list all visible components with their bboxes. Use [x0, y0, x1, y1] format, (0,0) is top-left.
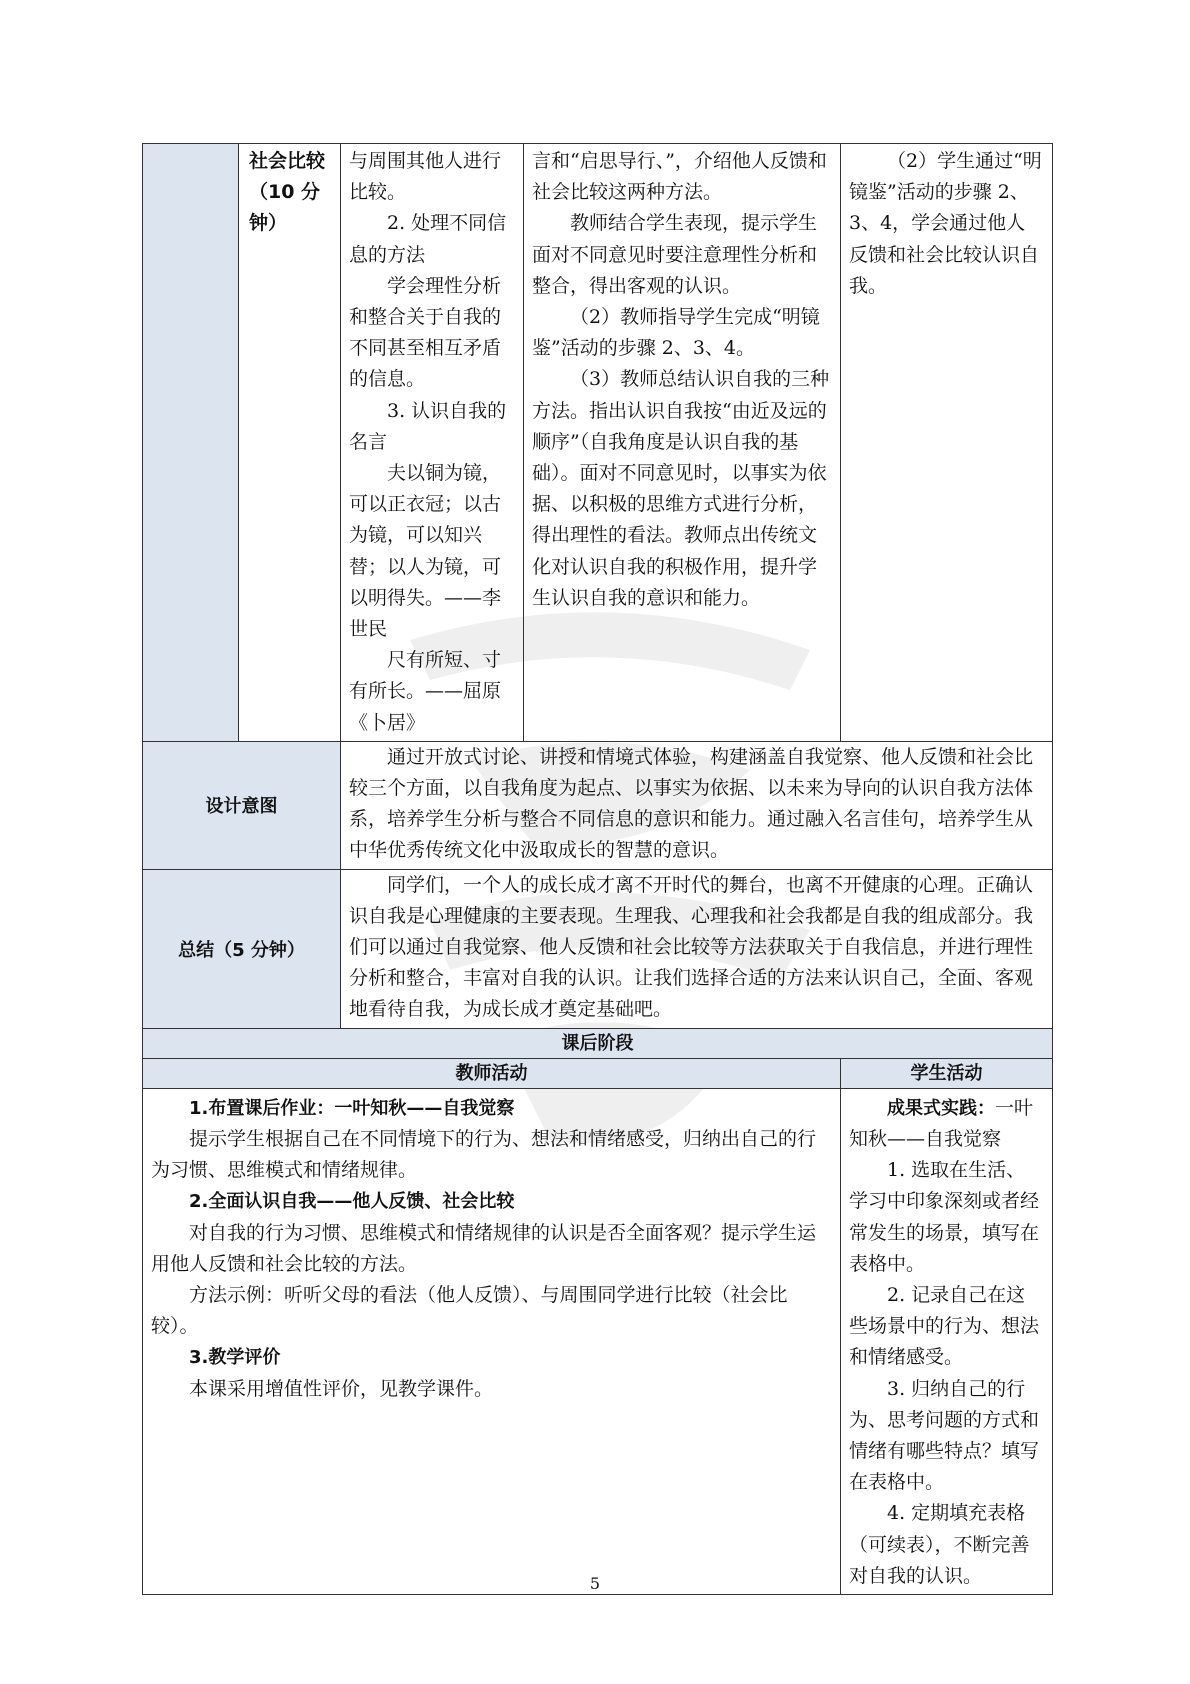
after-teacher-cell: [143, 1088, 841, 1594]
practice-item: 2. 记录自己在这些场景中的行为、想法和情绪感受。: [849, 1283, 1040, 1369]
practice-lead: 一叶知秋——自我觉察: [849, 1096, 1034, 1150]
practice-lead-bold: 成果式实践：: [887, 1097, 995, 1119]
evaluation-heading: 3.教学评价: [189, 1347, 281, 1369]
content-cell: [341, 144, 524, 742]
practice-item: 1. 选取在生活、学习中印象深刻或者经常发生的场景，填写在表格中。: [849, 1159, 1040, 1275]
practice-item: 4. 定期填充表格（可续表），不断完善对自我的认识。: [849, 1502, 1030, 1587]
row-design-intent: [143, 741, 1053, 869]
homework-text: 提示学生根据自己在不同情境下的行为、想法和情绪感受，归纳出自己的行为习惯、思维模式和情绪规律。: [151, 1127, 817, 1182]
teacher-line: （2）教师指导学生完成“明镜鉴”活动的步骤 2、3、4。: [532, 306, 820, 360]
design-label: 设计意图: [143, 741, 341, 869]
page-number: 5: [589, 1574, 601, 1593]
full-understanding-text: 对自我的行为习惯、思维模式和情绪规律的认识是否全面客观？提示学生运用他人反馈和社会比较的方法。: [151, 1221, 817, 1275]
step-label-cell: [239, 144, 341, 742]
full-understanding-heading: 2.全面认识自我——他人反馈、社会比较: [189, 1191, 515, 1213]
content-line: 与周围其他人进行比较。: [349, 150, 502, 204]
teacher-line: （3）教师总结认识自我的三种方法。指出认识自我按“由近及远的顺序”（自我角度是认识自我的基础）。面对不同意见时，以事实为依据、以积极的思维方式进行分析，得出理性的看法。教师点出传统文化对认识自我的积极作用，提升学生认识自我的意识和能力。: [532, 368, 830, 609]
homework-heading: 1.布置课后作业：一叶知秋——自我觉察: [189, 1097, 515, 1119]
student-activity-cell: [841, 144, 1053, 742]
summary-text: 同学们，一个人的成长成才离不开时代的舞台，也离不开健康的心理。正确认识自我是心理健康的主要表现。生理我、心理我和社会我都是自我的组成部分。我们可以通过自我觉察、他人反馈和社会比较等方法获取关于自我信息，并进行理性分析和整合，丰富对自我的认识。让我们选择合适的方法来认识自己，全面、客观地看待自我，为成长成才奠定基础吧。: [349, 873, 1034, 1021]
method-example-text: 方法示例：听听父母的看法（他人反馈）、与周围同学进行比较（社会比较）。: [151, 1283, 788, 1338]
row-after-class-content: [143, 1088, 1053, 1594]
design-text: 通过开放式讨论、讲授和情境式体验，构建涵盖自我觉察、他人反馈和社会比较三个方面，以自我角度为起点、以事实为依据、以未来为导向的认识自我方法体系，培养学生分析与整合不同信息的意识和能力。通过融入名言佳句，培养学生从中华优秀传统文化中汲取成长的智慧的意识。: [349, 745, 1034, 862]
summary-label: 总结（5 分钟）: [143, 869, 341, 1028]
teacher-line: 言和“启思导行、”，介绍他人反馈和社会比较这两种方法。: [532, 150, 827, 204]
phase-column: [143, 144, 239, 742]
teacher-activity-header: 教师活动: [143, 1058, 841, 1088]
row-summary: [143, 869, 1053, 1028]
teacher-line: 教师结合学生表现，提示学生面对不同意见时要注意理性分析和整合，得出客观的认识。: [532, 212, 818, 297]
row-social-comparison: [143, 144, 1053, 742]
content-line: 3. 认识自我的名言: [349, 399, 507, 453]
student-line: （2）学生通过“明镜鉴”活动的步骤 2、3、4，学会通过他人反馈和社会比较认识自我。: [849, 150, 1042, 297]
content-line: 尺有所短、寸有所长。——屈原《卜居》: [349, 649, 502, 734]
evaluation-text: 本课采用增值性评价，见教学课件。: [189, 1377, 494, 1400]
after-student-cell: [841, 1088, 1053, 1594]
after-class-title: 课后阶段: [143, 1028, 1053, 1058]
step-label: 社会比较（10 分钟）: [249, 150, 326, 235]
content-line: 夫以铜为镜，可以正衣冠；以古为镜，可以知兴替；以人为镜，可以明得失。——李世民: [349, 462, 502, 641]
content-line: 2. 处理不同信息的方法: [349, 212, 507, 266]
lesson-table: [142, 143, 1053, 1595]
content-line: 学会理性分析和整合关于自我的不同甚至相互矛盾的信息。: [349, 274, 502, 391]
student-activity-header: 学生活动: [841, 1058, 1053, 1088]
summary-text-cell: [341, 869, 1053, 1028]
row-activity-headers: [143, 1058, 1053, 1088]
practice-item: 3. 归纳自己的行为、思考问题的方式和情绪有哪些特点？填写在表格中。: [849, 1377, 1040, 1494]
teacher-activity-cell: [524, 144, 841, 742]
row-after-class-title: [143, 1028, 1053, 1058]
design-text-cell: [341, 741, 1053, 869]
